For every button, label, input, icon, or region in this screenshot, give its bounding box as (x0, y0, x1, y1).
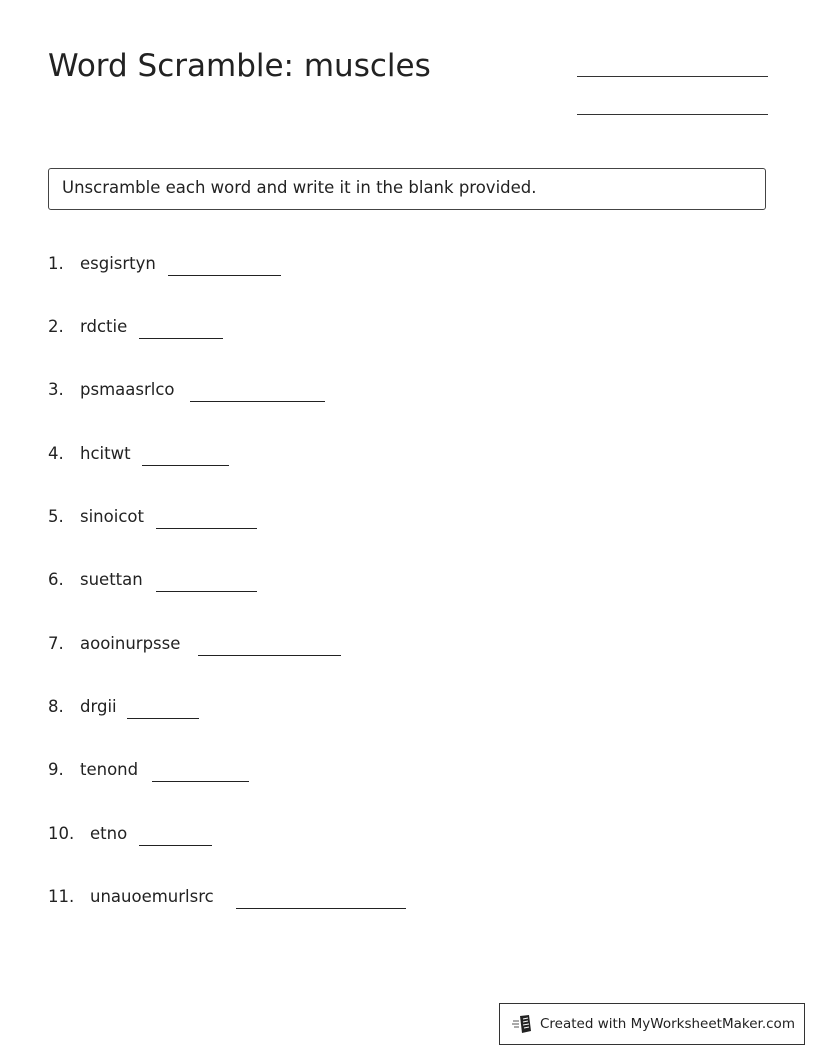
answer-blank[interactable] (142, 465, 229, 466)
item-number: 2. (48, 317, 64, 336)
answer-blank[interactable] (152, 781, 249, 782)
answer-blank[interactable] (198, 655, 341, 656)
answer-blank[interactable] (156, 528, 257, 529)
scrambled-word: hcitwt (80, 444, 131, 463)
item-number: 1. (48, 254, 64, 273)
item-number: 9. (48, 760, 64, 779)
answer-blank[interactable] (139, 338, 223, 339)
scrambled-word: psmaasrlco (80, 380, 175, 399)
scrambled-word: unauoemurlsrc (90, 887, 214, 906)
scrambled-word: drgii (80, 697, 117, 716)
item-number: 11. (48, 887, 75, 906)
scrambled-word: esgisrtyn (80, 254, 156, 273)
answer-blank[interactable] (168, 275, 281, 276)
footer-credit (499, 1003, 805, 1045)
scrambled-word: rdctie (80, 317, 128, 336)
scrambled-word: suettan (80, 570, 143, 589)
answer-blank[interactable] (190, 401, 325, 402)
item-number: 8. (48, 697, 64, 716)
date-line (577, 114, 768, 115)
item-number: 3. (48, 380, 64, 399)
name-line (577, 76, 768, 77)
scrambled-word: aooinurpsse (80, 634, 181, 653)
footer-text: Created with MyWorksheetMaker.com (540, 1016, 795, 1032)
item-number: 7. (48, 634, 64, 653)
page-title: Word Scramble: muscles (48, 48, 431, 84)
scrambled-word: etno (90, 824, 128, 843)
instructions-box: Unscramble each word and write it in the blank provided. (48, 168, 766, 210)
item-number: 5. (48, 507, 64, 526)
scrambled-word: sinoicot (80, 507, 144, 526)
item-number: 4. (48, 444, 64, 463)
answer-blank[interactable] (156, 591, 257, 592)
item-number: 10. (48, 824, 75, 843)
answer-blank[interactable] (139, 845, 212, 846)
worksheet-maker-logo-icon (512, 1013, 534, 1035)
answer-blank[interactable] (236, 908, 406, 909)
scrambled-word: tenond (80, 760, 139, 779)
answer-blank[interactable] (127, 718, 199, 719)
item-number: 6. (48, 570, 64, 589)
